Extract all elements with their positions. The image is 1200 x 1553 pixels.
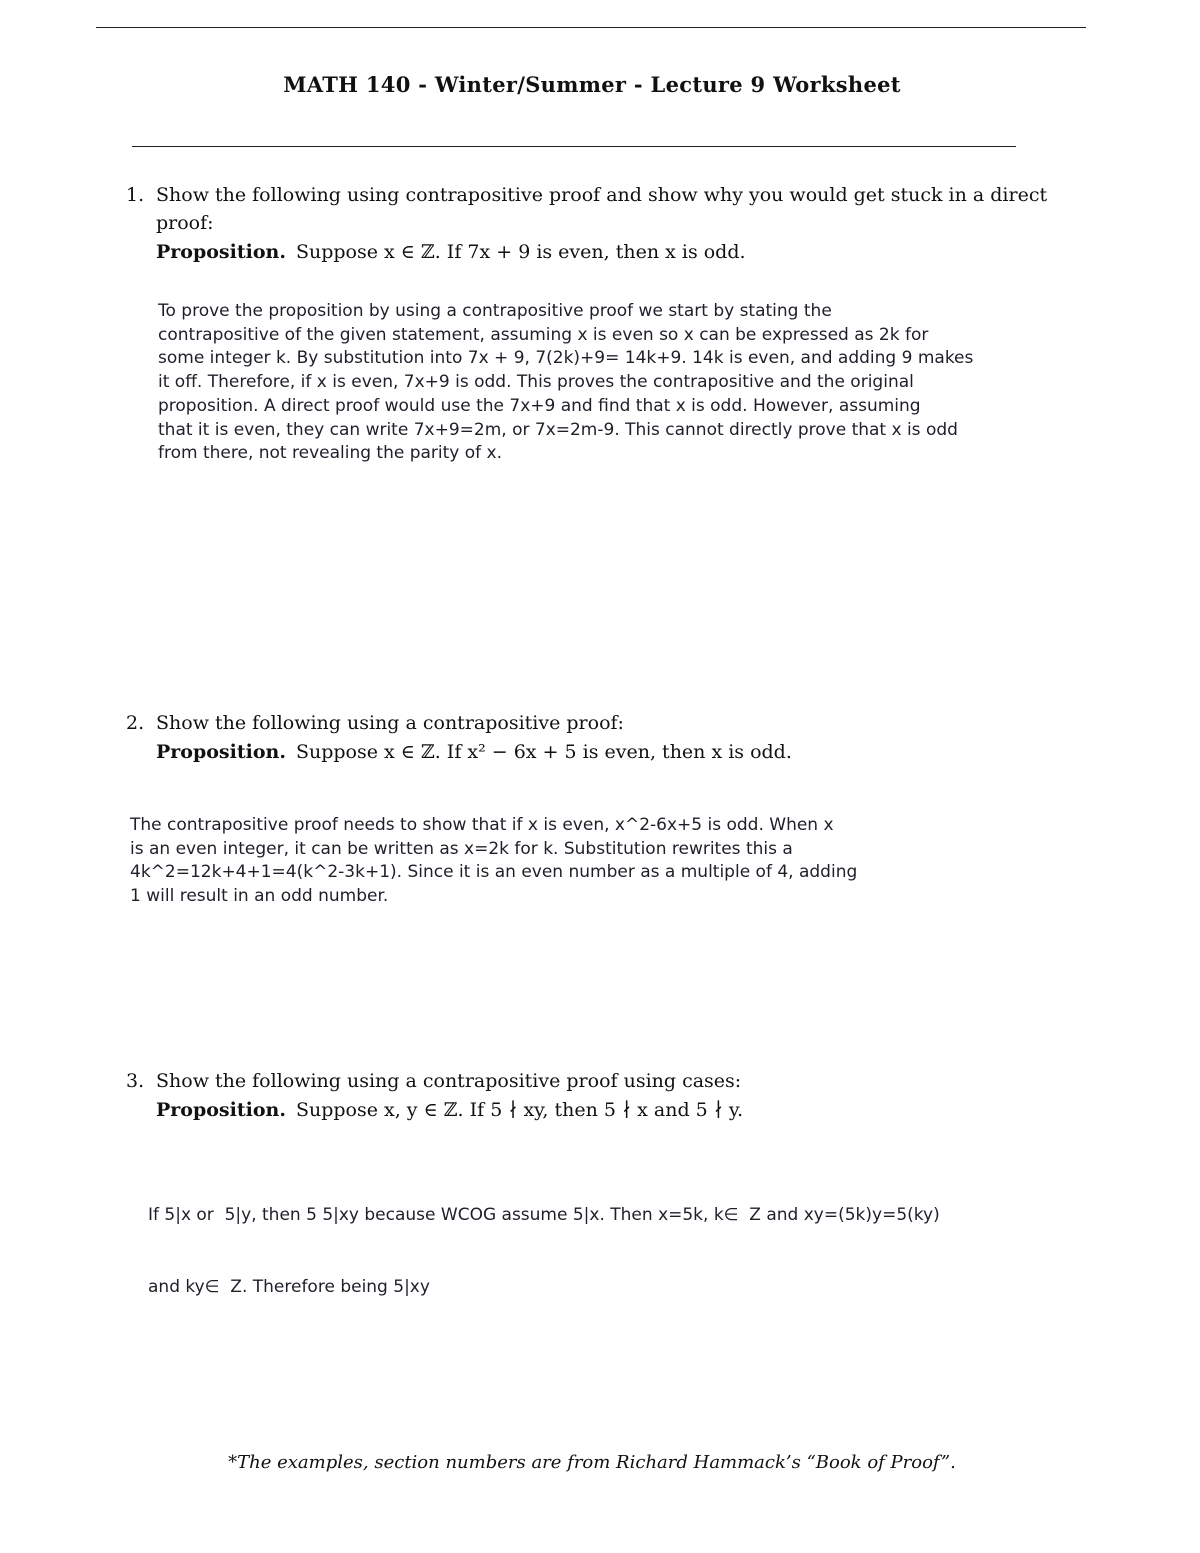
- proposition-text: Suppose x ∈ ℤ. If x² − 6x + 5 is even, then x is odd.: [295, 741, 792, 763]
- footnote: *The examples, section numbers are from Richard Hammack’s “Book of Proof”.: [228, 1452, 956, 1473]
- answer-line: If 5|x or 5|y, then 5 5|xy because WCOG assume 5|x. Then x=5k, k∈ Z and xy=(5k)y=5(ky): [148, 1205, 940, 1226]
- answer-line: it off. Therefore, if x is even, 7x+9 is odd. This proves the contrapositive and the original: [158, 372, 914, 393]
- answer-line: proposition. A direct proof would use the 7x+9 and find that x is odd. However, assuming: [158, 395, 921, 416]
- question-text-line: proof:: [156, 212, 214, 234]
- answer-line: contrapositive of the given statement, assuming x is even so x can be expressed as 2k for: [158, 324, 929, 345]
- question-3-answer: [148, 1157, 1028, 1323]
- answer-line: from there, not revealing the parity of x.: [158, 443, 503, 464]
- title-rule: [132, 146, 1016, 147]
- top-rule: [96, 27, 1086, 28]
- question-number: 1.: [126, 184, 145, 206]
- answer-line: The contrapositive proof needs to show that if x is even, x^2-6x+5 is odd. When x: [130, 815, 834, 835]
- question-text-line: Show the following using a contrapositive proof:: [156, 712, 624, 734]
- question-text-line: Show the following using contrapositive proof and show why you would get stuck in a direct: [156, 184, 1048, 206]
- answer-line: 4k^2=12k+4+1=4(k^2-3k+1). Since it is an even number as a multiple of 4, adding: [130, 862, 858, 883]
- question-1-answer: [158, 300, 1038, 466]
- proposition-label: Proposition.: [156, 741, 286, 763]
- answer-line: To prove the proposition by using a contrapositive proof we start by stating the: [158, 301, 832, 321]
- question-number: 3.: [126, 1070, 145, 1092]
- proposition-label: Proposition.: [156, 1099, 286, 1121]
- worksheet-title: MATH 140 - Winter/Summer - Lecture 9 Worksheet: [283, 72, 901, 97]
- question-1-proposition: [156, 238, 746, 266]
- question-2-answer: [130, 814, 950, 909]
- proposition-label: Proposition.: [156, 241, 286, 263]
- proposition-text: Suppose x, y ∈ ℤ. If 5 ∤ xy, then 5 ∤ x and 5 ∤ y.: [295, 1099, 744, 1121]
- answer-line: 1 will result in an odd number.: [130, 886, 389, 907]
- question-3-proposition: [156, 1096, 743, 1124]
- question-number: 2.: [126, 712, 145, 734]
- question-2-proposition: [156, 738, 792, 766]
- answer-line: that it is even, they can write 7x+9=2m, or 7x=2m-9. This cannot directly prove that x is odd: [158, 419, 958, 440]
- question-text-line: Show the following using a contrapositive proof using cases:: [156, 1070, 742, 1092]
- answer-line: and ky∈ Z. Therefore being 5|xy: [148, 1276, 430, 1297]
- answer-line: some integer k. By substitution into 7x + 9, 7(2k)+9= 14k+9. 14k is even, and adding 9 makes: [158, 348, 974, 369]
- answer-line: is an even integer, it can be written as x=2k for k. Substitution rewrites this a: [130, 838, 793, 859]
- proposition-text: Suppose x ∈ ℤ. If 7x + 9 is even, then x is odd.: [295, 241, 746, 263]
